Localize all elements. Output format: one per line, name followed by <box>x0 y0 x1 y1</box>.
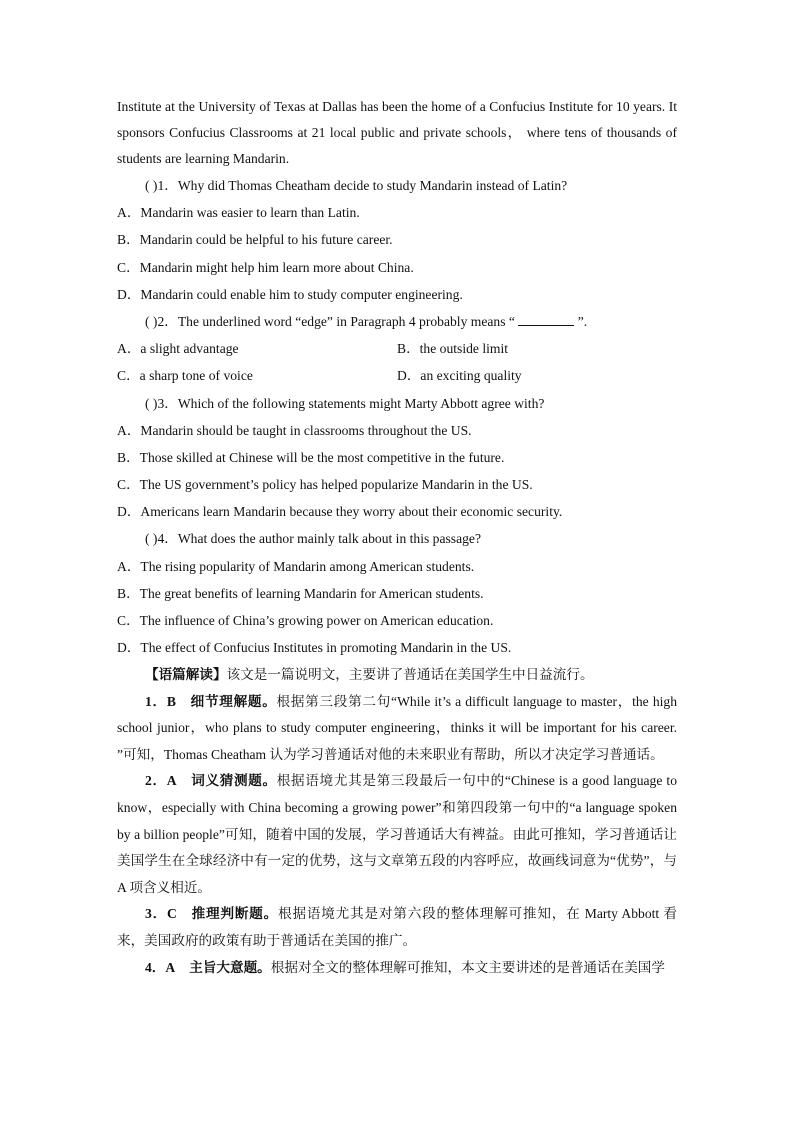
question-4 <box>117 525 677 661</box>
answer-number: 3．C <box>145 906 177 922</box>
option-b: B．Those skilled at Chinese will be the most competitive in the future. <box>117 449 505 465</box>
answer-type: 词义猜测题。 <box>190 773 277 789</box>
question-3 <box>117 390 677 526</box>
question-2 <box>117 308 677 390</box>
option-b: B．The great benefits of learning Mandarin for American students. <box>117 585 484 601</box>
question-stem <box>117 308 677 335</box>
option-d: D．Mandarin could enable him to study computer engineering. <box>117 286 463 302</box>
question-stem-pre: ( )2．The underlined word “edge” in Paragraph 4 probably means “ <box>145 313 519 329</box>
option-row <box>117 335 677 362</box>
option-c: C．The US government’s policy has helped popularize Mandarin in the US. <box>117 477 533 493</box>
option-a: A．Mandarin should be taught in classrooms throughout the US. <box>117 422 472 438</box>
analysis-heading-line <box>117 661 677 688</box>
option-c: C．Mandarin might help him learn more about China. <box>117 259 414 275</box>
answer-number: 1．B <box>145 693 176 709</box>
answer-text: 根据语境尤其是第三段最后一句中的“Chinese is a good language to know，especially with China becoming a growing power”和第四段第一句中的“a language spoken by a billion people”可知，随着中国的发展，学习普通话大有裨益。由此可推知，学习普通话让美国学生在全球经济中有一定的优势，这与文章第五段的内容呼应，故画线词意为“优势”，与 A 项含义相近。 <box>117 773 678 895</box>
question-stem: ( )4．What does the author mainly talk about in this passage? <box>145 531 481 547</box>
analysis-heading: 【语篇解读】 <box>145 667 227 683</box>
option-row <box>117 362 677 389</box>
answer-number: 2．A <box>145 773 177 789</box>
answer-number: 4．A <box>145 959 176 975</box>
answer-4 <box>117 955 677 982</box>
option-d: D．The effect of Confucius Institutes in promoting Mandarin in the US. <box>117 640 512 656</box>
page-content <box>117 94 677 981</box>
answer-type: 主旨大意题。 <box>189 959 271 975</box>
analysis-summary: 该文是一篇说明文，主要讲了普通话在美国学生中日益流行。 <box>226 667 594 683</box>
option-b: B．the outside limit <box>397 341 509 357</box>
answer-3 <box>117 901 677 954</box>
answer-2 <box>117 768 677 901</box>
option-a: A．The rising popularity of Mandarin among American students. <box>117 558 475 574</box>
answer-1 <box>117 689 677 769</box>
answer-type: 细节理解题。 <box>189 693 277 709</box>
option-a: A．a slight advantage <box>117 341 239 357</box>
answer-blank <box>518 313 574 326</box>
answer-text: 根据第三段第二句“While it’s a difficult language to master，the high school junior，who plans to study computer engineering，thinks it will be important for his career. ”可知，Thomas Cheatham 认为学习普通话对他的未来职业有帮助，所以才决定学习普通话。 <box>117 693 677 762</box>
option-b: B．Mandarin could be helpful to his future career. <box>117 232 393 248</box>
option-c: C．a sharp tone of voice <box>117 368 253 384</box>
question-stem: ( )1．Why did Thomas Cheatham decide to study Mandarin instead of Latin? <box>145 178 568 193</box>
option-c: C．The influence of China’s growing power on American education. <box>117 613 494 628</box>
option-a: A．Mandarin was easier to learn than Latin. <box>117 205 360 221</box>
answer-text: 根据语境尤其是对第六段的整体理解可推知，在 Marty Abbott 看来，美国政府的政策有助于普通话在美国的推广。 <box>117 906 677 948</box>
option-d: D．an exciting quality <box>397 368 522 384</box>
intro-paragraph: Institute at the University of Texas at Dallas has been the home of a Confucius Institute for 10 years. It sponsors Confucius Classrooms at 21 local public and private schools， where tens of thousands of students are learning Mandarin. <box>117 99 677 166</box>
question-stem: ( )3．Which of the following statements might Marty Abbott agree with? <box>145 395 545 411</box>
question-stem-post: ”. <box>574 313 588 329</box>
analysis-section <box>117 661 677 981</box>
answer-type: 推理判断题。 <box>190 906 279 922</box>
option-d: D．Americans learn Mandarin because they worry about their economic security. <box>117 504 563 520</box>
question-1 <box>117 172 677 308</box>
answer-text: 根据对全文的整体理解可推知，本文主要讲述的是普通话在美国学 <box>270 959 665 975</box>
